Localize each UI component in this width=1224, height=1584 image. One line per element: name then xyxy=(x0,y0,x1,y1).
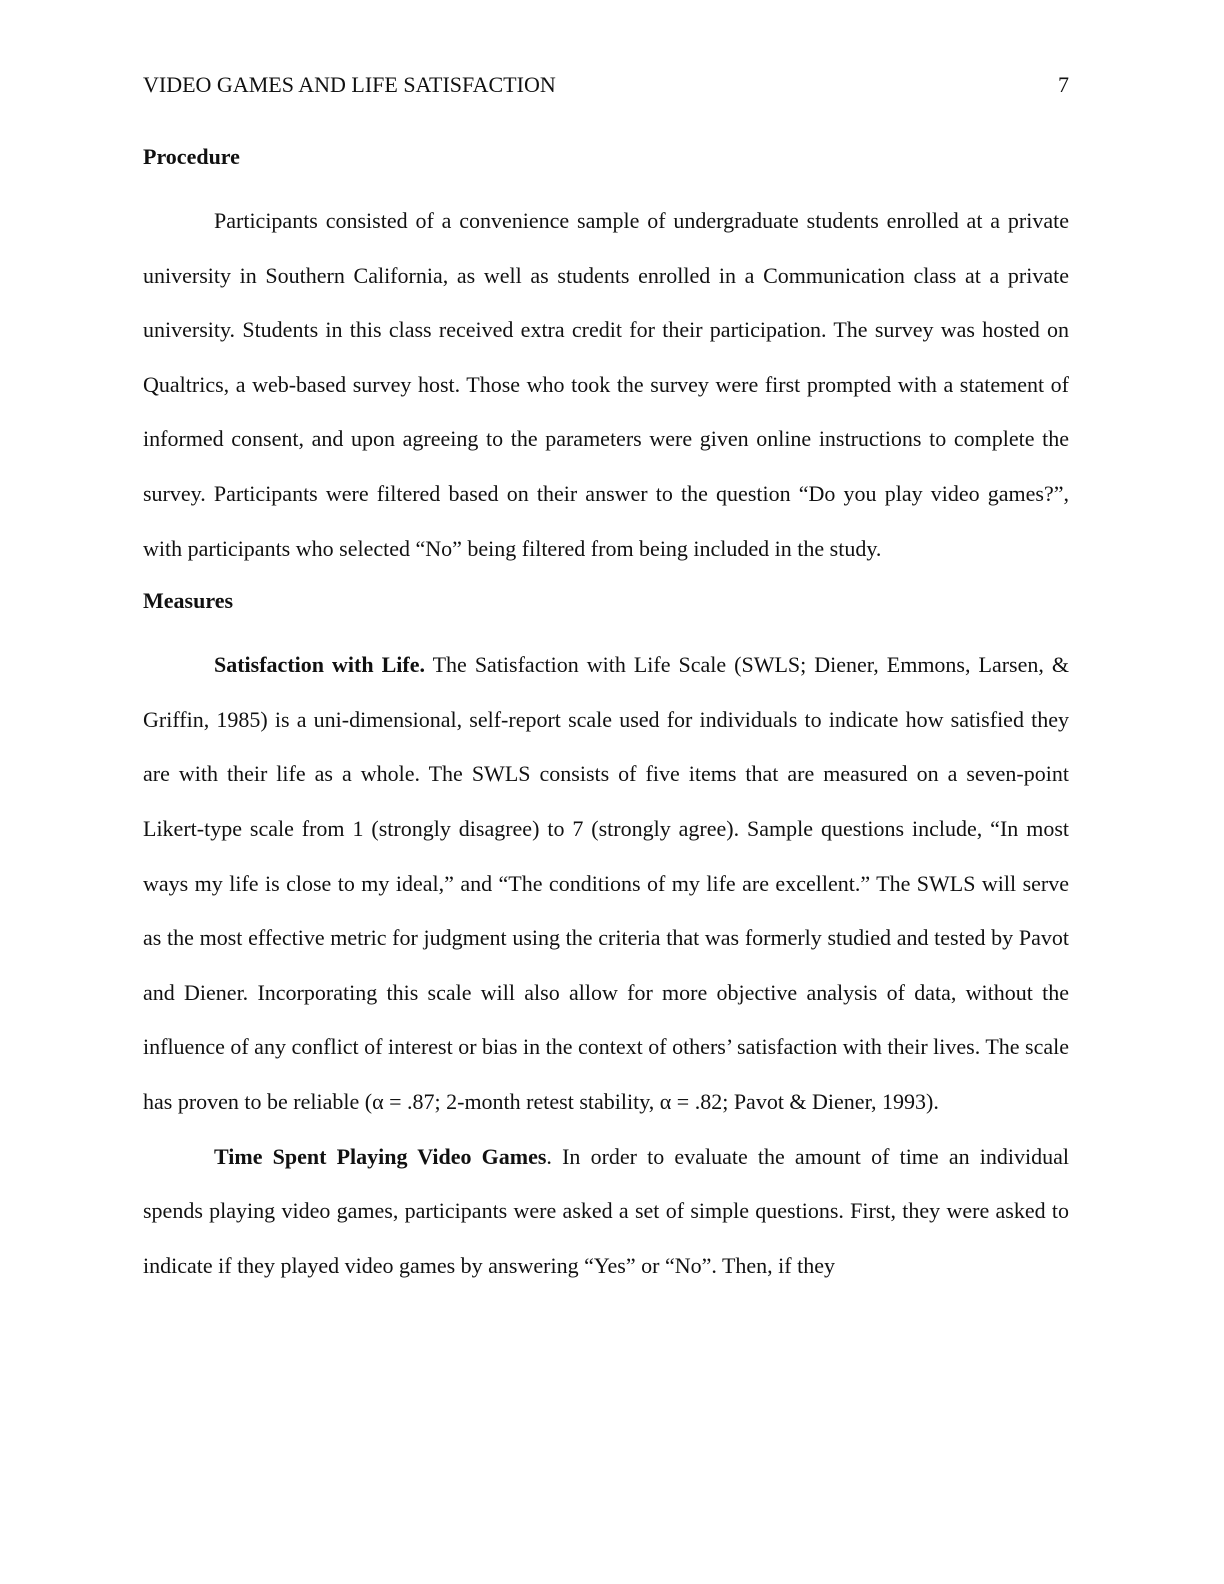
satisfaction-with-life-paragraph xyxy=(143,638,1069,1129)
page-number: 7 xyxy=(1058,72,1069,97)
procedure-heading: Procedure xyxy=(143,144,240,169)
time-spent-text: . In order to evaluate the amount of time an individual spends playing video games, participants were asked a set of simple questions. First, they were asked to indicate if they played video games by answering “Yes” or “No”. Then, if they xyxy=(143,1143,1069,1278)
time-spent-paragraph xyxy=(143,1130,1069,1294)
running-title: VIDEO GAMES AND LIFE SATISFACTION xyxy=(143,72,556,97)
time-spent-subheading: Time Spent Playing Video Games xyxy=(214,1143,547,1169)
satisfaction-with-life-text: The Satisfaction with Life Scale (SWLS; Diener, Emmons, Larsen, & Griffin, 1985) is a uni-dimensional, self-report scale used for individuals to indicate how satisfied they are with their life as a whole. The SWLS consists of five items that are measured on a seven-point Likert-type scale from 1 (strongly disagree) to 7 (strongly agree). Sample questions include, “In most ways my life is close to my ideal,” and “The conditions of my life are excellent.” The SWLS will serve as the most effective metric for judgment using the criteria that was formerly studied and tested by Pavot and Diener. Incorporating this scale will also allow for more objective analysis of data, without the influence of any conflict of interest or bias in the context of others’ satisfaction with their lives. The scale has proven to be reliable (α = .87; 2-month retest stability, α = .82; Pavot & Diener, 1993). xyxy=(143,652,1069,1114)
measures-heading: Measures xyxy=(143,588,234,614)
procedure-paragraph: Participants consisted of a convenience sample of undergraduate students enrolled at a private university in Southern California, as well as students enrolled in a Communication class at a private university. Students in this class received extra credit for their participation. The survey was hosted on Qualtrics, a web-based survey host. Those who took the survey were first prompted with a statement of informed consent, and upon agreeing to the parameters were given online instructions to complete the survey. Participants were filtered based on their answer to the question “Do you play video games?”, with participants who selected “No” being filtered from being included in the study. xyxy=(143,208,1069,561)
running-head xyxy=(143,70,1069,100)
body-text xyxy=(143,140,1069,1293)
satisfaction-with-life-subheading: Satisfaction with Life. xyxy=(214,652,425,678)
